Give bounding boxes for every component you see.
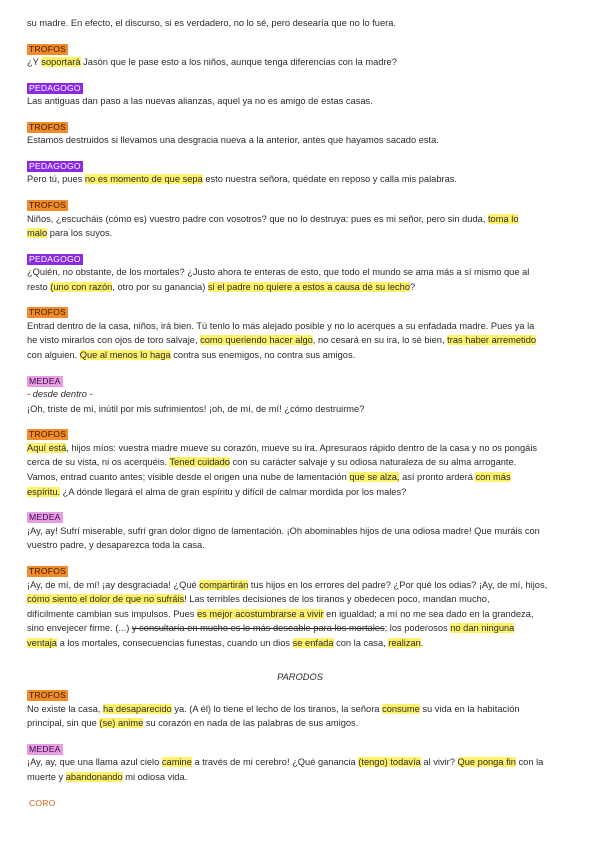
text-line — [27, 333, 578, 348]
speaker-tag — [27, 688, 578, 703]
dialogue-paragraph — [27, 16, 578, 31]
text-line — [27, 133, 578, 148]
text-run: , hijos míos: vuestra madre mueve su corazón, mueve su ira. Apresuraos rápido dentro de la casa y no os pongáis — [66, 442, 538, 453]
text-run: Las antiguas dan paso a las nuevas alianzas, aquel ya no es amigo de estas casas. — [27, 96, 373, 107]
text-run: , no cesará en su ira, lo sé bien, — [312, 335, 448, 346]
text-run: mi odiosa vida. — [122, 771, 188, 782]
text-run: en igualdad; a mí no me sea dado en la grandeza, — [323, 608, 534, 619]
highlighted-text: (uno con razón — [50, 281, 113, 292]
speaker-tag — [27, 374, 578, 389]
highlighted-text: soportará — [41, 57, 81, 68]
speaker-label: PEDAGOGO — [29, 82, 81, 93]
text-line — [27, 226, 578, 241]
speaker-label: MEDEA — [29, 512, 61, 523]
dialogue-paragraph — [27, 387, 578, 416]
text-run: ! Las terribles decisiones de los tiranos y obedecen poco, mandan mucho, — [184, 594, 490, 605]
dialogue-paragraph — [27, 319, 578, 363]
dialogue-paragraph — [27, 94, 578, 109]
text-run: Entrad dentro de la casa, niños, irá bien. Tú tenlo lo más alejado posible y no lo acerques a su enfadada madre. Pues ya la — [27, 320, 535, 331]
text-line — [27, 485, 578, 500]
speaker-tag — [27, 252, 578, 267]
speaker-label: MEDEA — [29, 743, 61, 754]
highlighted-text: como queriendo hacer algo — [200, 335, 313, 346]
text-run: . — [420, 637, 424, 648]
highlighted-text: Aquí está — [27, 442, 67, 453]
text-line — [27, 470, 578, 485]
text-line — [27, 755, 578, 770]
dialogue-paragraph — [27, 441, 578, 499]
text-line — [27, 55, 578, 70]
text-line — [27, 387, 578, 402]
speaker-label: TROFOS — [29, 121, 67, 132]
highlighted-text: no dan ninguna — [450, 623, 515, 634]
text-line — [27, 348, 578, 363]
dialogue-paragraph — [27, 212, 578, 241]
text-line — [27, 770, 578, 785]
highlighted-text: que se alza, — [349, 472, 400, 483]
highlighted-text: si el padre no quiere a estos a causa de su lecho — [207, 281, 410, 292]
speaker-tag — [27, 796, 578, 811]
text-line — [27, 538, 578, 553]
speaker-tag — [27, 305, 578, 320]
speaker-label: TROFOS — [29, 566, 67, 576]
text-run: cerca de su vista, ni os acerquéis. — [27, 457, 170, 468]
text-line — [27, 16, 578, 31]
highlighted-text: ventaja — [27, 637, 57, 648]
text-run: su corazón en nada de las palabras de sus amigos. — [143, 718, 359, 729]
text-run: tus hijos en los errores del padre? ¿Por qué los odias? ¡Ay, de mí, hijos, — [248, 579, 548, 590]
highlighted-text: Que ponga fin — [457, 757, 516, 768]
highlighted-text: realizan — [388, 637, 421, 648]
text-run: ¿Quién, no obstante, de los mortales? ¿Justo ahora te enteras de esto, que todo el mundo se ama más a sí mismo que al — [27, 267, 530, 278]
text-line — [27, 265, 578, 280]
text-run: principal, sin que — [27, 718, 100, 729]
text-run: ¡Oh, triste de mí, inútil por mis sufrimientos! ¡oh, de mí, de mí! ¿cómo destruirme? — [27, 403, 365, 414]
text-run: ? — [410, 281, 416, 292]
text-run: así pronto arderá — [399, 472, 476, 483]
text-run: No existe la casa, — [27, 703, 103, 714]
dialogue-paragraph — [27, 55, 578, 70]
text-line — [27, 455, 578, 470]
speaker-label: TROFOS — [29, 307, 67, 318]
speaker-tag — [27, 742, 578, 757]
speaker-tag — [27, 427, 578, 442]
text-run: a través de mi cerebro! ¿Qué ganancia — [191, 757, 359, 768]
text-run: su madre. En efecto, el discurso, si es verdadero, no lo sé, pero desearía que no lo fuera. — [27, 18, 396, 28]
text-line — [27, 592, 578, 607]
speaker-label: MEDEA — [29, 375, 61, 386]
text-run: , otro por su ganancia) — [112, 281, 208, 292]
highlighted-text: malo — [27, 228, 48, 239]
speaker-tag — [27, 81, 578, 96]
highlighted-text: no es momento de que sepa — [84, 174, 203, 185]
highlighted-text: (se) anime — [99, 718, 144, 729]
speaker-tag — [27, 159, 578, 174]
text-run: con alguien. — [27, 350, 80, 361]
text-line — [27, 319, 578, 334]
dialogue-paragraph — [27, 578, 578, 651]
highlighted-text: toma lo — [487, 213, 519, 224]
text-run: muerte y — [27, 771, 66, 782]
text-line — [27, 702, 578, 717]
speaker-tag — [27, 510, 578, 525]
section-heading: PARODOS — [277, 671, 323, 682]
speaker-label: TROFOS — [29, 690, 67, 701]
text-run: al vivir? — [420, 757, 458, 768]
text-run: ¿Y — [27, 57, 42, 68]
speaker-tag — [27, 198, 578, 213]
dialogue-paragraph — [27, 133, 578, 148]
highlighted-text: es mejor acostumbrarse a vivir — [197, 608, 324, 619]
highlighted-text: abandonando — [65, 771, 123, 782]
text-run: ¡Ay, ay, que una llama azul cielo — [27, 757, 162, 768]
dialogue-paragraph — [27, 755, 578, 784]
highlighted-text: (tengo) todavía — [358, 757, 421, 768]
dialogue-paragraph — [27, 524, 578, 553]
text-run: resto — [27, 281, 51, 292]
speaker-tag — [27, 42, 578, 57]
dialogue-paragraph — [27, 172, 578, 187]
text-run: ya. (A él) lo tiene el lecho de los tiranos, la señora — [171, 703, 383, 714]
text-line — [27, 441, 578, 456]
dialogue-paragraph — [27, 702, 578, 731]
speaker-label: PEDAGOGO — [29, 160, 81, 171]
highlighted-text: camine — [161, 757, 192, 768]
highlighted-text: se enfada — [292, 637, 334, 648]
text-line — [27, 280, 578, 295]
text-run: difícilmente cambian sus impulsos. Pues — [27, 608, 197, 619]
highlighted-text: cómo siento el dolor de que no sufráis — [27, 594, 185, 605]
text-line — [27, 621, 578, 636]
speaker-label: TROFOS — [29, 200, 67, 210]
highlighted-text: ha desaparecido — [102, 703, 172, 714]
highlighted-text: compartirán — [199, 579, 249, 590]
speaker-tag — [27, 120, 578, 135]
text-line — [27, 212, 578, 227]
text-run: he visto mirarlos con ojos de toro salvaje, — [27, 335, 201, 346]
speaker-label: TROFOS — [29, 429, 67, 440]
text-run: Jasón que le pase esto a los niños, aunque tenga diferencias con la madre? — [80, 57, 397, 68]
text-run: ; los poderosos — [384, 623, 451, 634]
highlighted-text: Tened cuidado — [169, 457, 230, 468]
text-run: para los suyos. — [47, 228, 113, 239]
text-line — [27, 94, 578, 109]
text-run: con la — [515, 757, 544, 768]
highlighted-text: con más — [475, 472, 511, 483]
text-line — [27, 716, 578, 731]
text-run: a los mortales, consecuencias funestas, cuando un dios — [56, 637, 293, 648]
text-line — [27, 402, 578, 417]
text-line — [27, 607, 578, 622]
speaker-label: TROFOS — [29, 43, 67, 54]
text-run: ¿A dónde llegará el alma de gran espíritu y difícil de calmar mordida por los males? — [60, 486, 407, 497]
text-run: Pero tú, pues — [27, 174, 85, 185]
text-run: ¡Ay, de mí, de mí! ¡ay desgraciada! ¿Qué — [27, 579, 200, 590]
text-run: Vamos, entrad cuanto antes; visible desde el origen una nube de lamentación — [27, 472, 350, 483]
highlighted-text: Que al menos lo haga — [79, 350, 171, 361]
text-run: ¡Ay, ay! Sufrí miserable, sufrí gran dolor digno de lamentación. ¡Oh abominables hijos de una odiosa madre! Que muráis con — [27, 525, 540, 536]
highlighted-text: consume — [382, 703, 420, 714]
text-run: contra sus enemigos, no contra sus amigos. — [170, 350, 356, 361]
speaker-label: PEDAGOGO — [29, 253, 81, 264]
highlighted-text: tras haber arremetido — [447, 335, 537, 346]
text-line — [27, 636, 578, 651]
text-run: sino envejecer firme. (...) — [27, 623, 132, 634]
text-run: - desde dentro - — [27, 389, 93, 400]
text-run: esto nuestra señora, quédate en reposo y calla mis palabras. — [202, 174, 458, 185]
text-line — [27, 524, 578, 539]
text-run: Niños, ¿escucháis (cómo es) vuestro padre con vosotros? que no lo destruya: pues es mi señor, pero sin duda, — [27, 213, 488, 224]
text-run: con su carácter salvaje y su odiosa naturaleza de su alma arrogante. — [229, 457, 517, 468]
text-run: con la casa, — [333, 637, 389, 648]
text-line — [27, 172, 578, 187]
speaker-tag — [27, 564, 578, 579]
struck-text: y consultaría en mucho es lo más deseable para los mortales — [131, 623, 385, 634]
text-line — [27, 578, 578, 593]
speaker-label: CORO — [29, 797, 56, 808]
text-run: su vida en la habitación — [419, 703, 520, 714]
highlighted-text: espíritu. — [27, 486, 61, 497]
dialogue-paragraph — [27, 265, 578, 294]
text-run: vuestro padre, y desaparezca toda la casa. — [27, 540, 205, 551]
text-run: Estamos destruidos si llevamos una desgracia nueva a la anterior, antes que hayamos sacado esta. — [27, 135, 439, 146]
